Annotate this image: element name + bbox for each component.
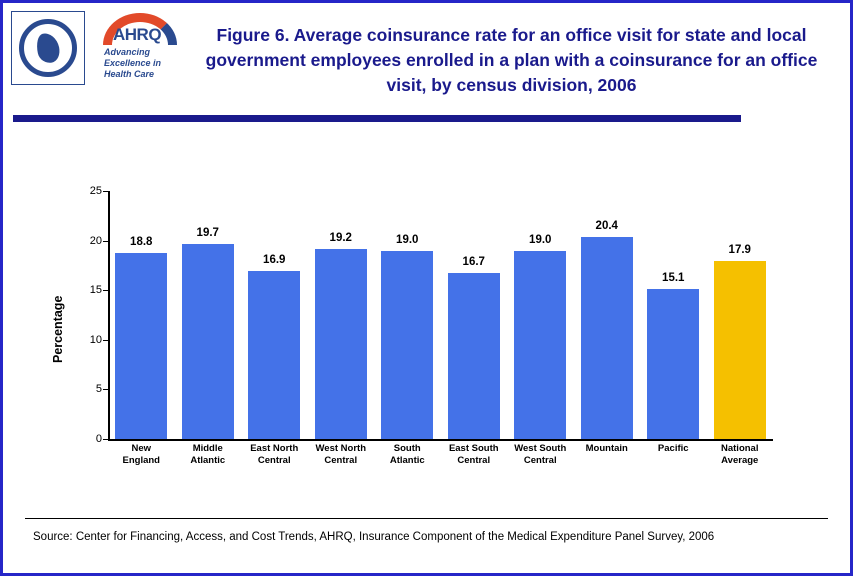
x-tick-label: New England <box>122 443 160 466</box>
bar-cell <box>308 191 375 439</box>
bar-cell <box>640 191 707 439</box>
x-tick-label: West North Central <box>315 443 366 466</box>
bar <box>514 233 566 439</box>
bar-cell <box>241 191 308 439</box>
x-tick-label: East South Central <box>448 443 499 466</box>
bar-cell <box>175 191 242 439</box>
bar-group <box>108 191 773 439</box>
bar <box>315 231 367 439</box>
source-divider <box>25 518 828 519</box>
figure-header <box>3 3 850 115</box>
bar <box>714 244 766 439</box>
x-tick-label: Pacific <box>657 443 689 454</box>
bar-cell <box>374 191 441 439</box>
bar-value-label: 15.1 <box>662 272 685 285</box>
ahrq-wordmark: AHRQ <box>113 25 162 44</box>
hhs-seal-icon <box>11 11 85 85</box>
bar <box>248 254 300 439</box>
y-tick-label: 0 <box>95 433 102 445</box>
x-tick-label-group <box>108 443 773 467</box>
y-tick-label: 15 <box>89 284 102 297</box>
bar-value-label: 19.7 <box>196 226 219 239</box>
y-tick-label: 10 <box>89 333 102 346</box>
bar-cell <box>507 191 574 439</box>
bar-value-label: 18.8 <box>130 235 153 248</box>
y-tick-label: 5 <box>95 383 102 396</box>
x-tick-label: National Average <box>721 443 759 466</box>
logo-group <box>11 11 211 85</box>
bar <box>581 219 633 439</box>
bar-cell <box>441 191 508 439</box>
bar-value-label: 16.9 <box>263 254 286 267</box>
bar <box>182 226 234 439</box>
ahrq-tagline: Advancing Excellence in Health Care <box>104 47 162 79</box>
y-tick-label: 20 <box>89 234 102 247</box>
header-divider <box>13 115 741 122</box>
bar-cell <box>574 191 641 439</box>
bar-cell <box>108 191 175 439</box>
x-tick-label: Middle Atlantic <box>190 443 226 466</box>
bar-value-label: 16.7 <box>462 256 485 269</box>
bar-value-label: 19.0 <box>396 233 419 246</box>
bar-value-label: 19.0 <box>529 233 552 246</box>
plot-region <box>89 185 773 445</box>
x-tick-label: South Atlantic <box>389 443 425 466</box>
chart-area <box>3 131 850 516</box>
bar <box>115 235 167 439</box>
bar <box>448 256 500 439</box>
bar <box>647 272 699 439</box>
x-axis-line <box>108 439 773 441</box>
x-tick-label: Mountain <box>585 443 628 454</box>
y-tick-label: 25 <box>89 185 102 197</box>
bar <box>381 233 433 439</box>
bar-value-label: 20.4 <box>595 219 618 232</box>
x-tick-label: West South Central <box>514 443 567 466</box>
source-note: Source: Center for Financing, Access, and Cost Trends, AHRQ, Insurance Component of the Medical Expenditure Panel Survey, 2006 <box>33 531 715 543</box>
x-tick-label: East North Central <box>250 443 299 466</box>
bar-cell <box>707 191 774 439</box>
page-title: Figure 6. Average coinsurance rate for an office visit for state and local government employees enrolled in a plan with a coinsurance for an office visit, by census division, 2006 <box>205 25 818 95</box>
y-tick-mark <box>103 439 108 440</box>
bar-value-label: 17.9 <box>728 244 751 257</box>
y-axis-label: Percentage <box>51 295 65 363</box>
bar-value-label: 19.2 <box>329 231 352 244</box>
